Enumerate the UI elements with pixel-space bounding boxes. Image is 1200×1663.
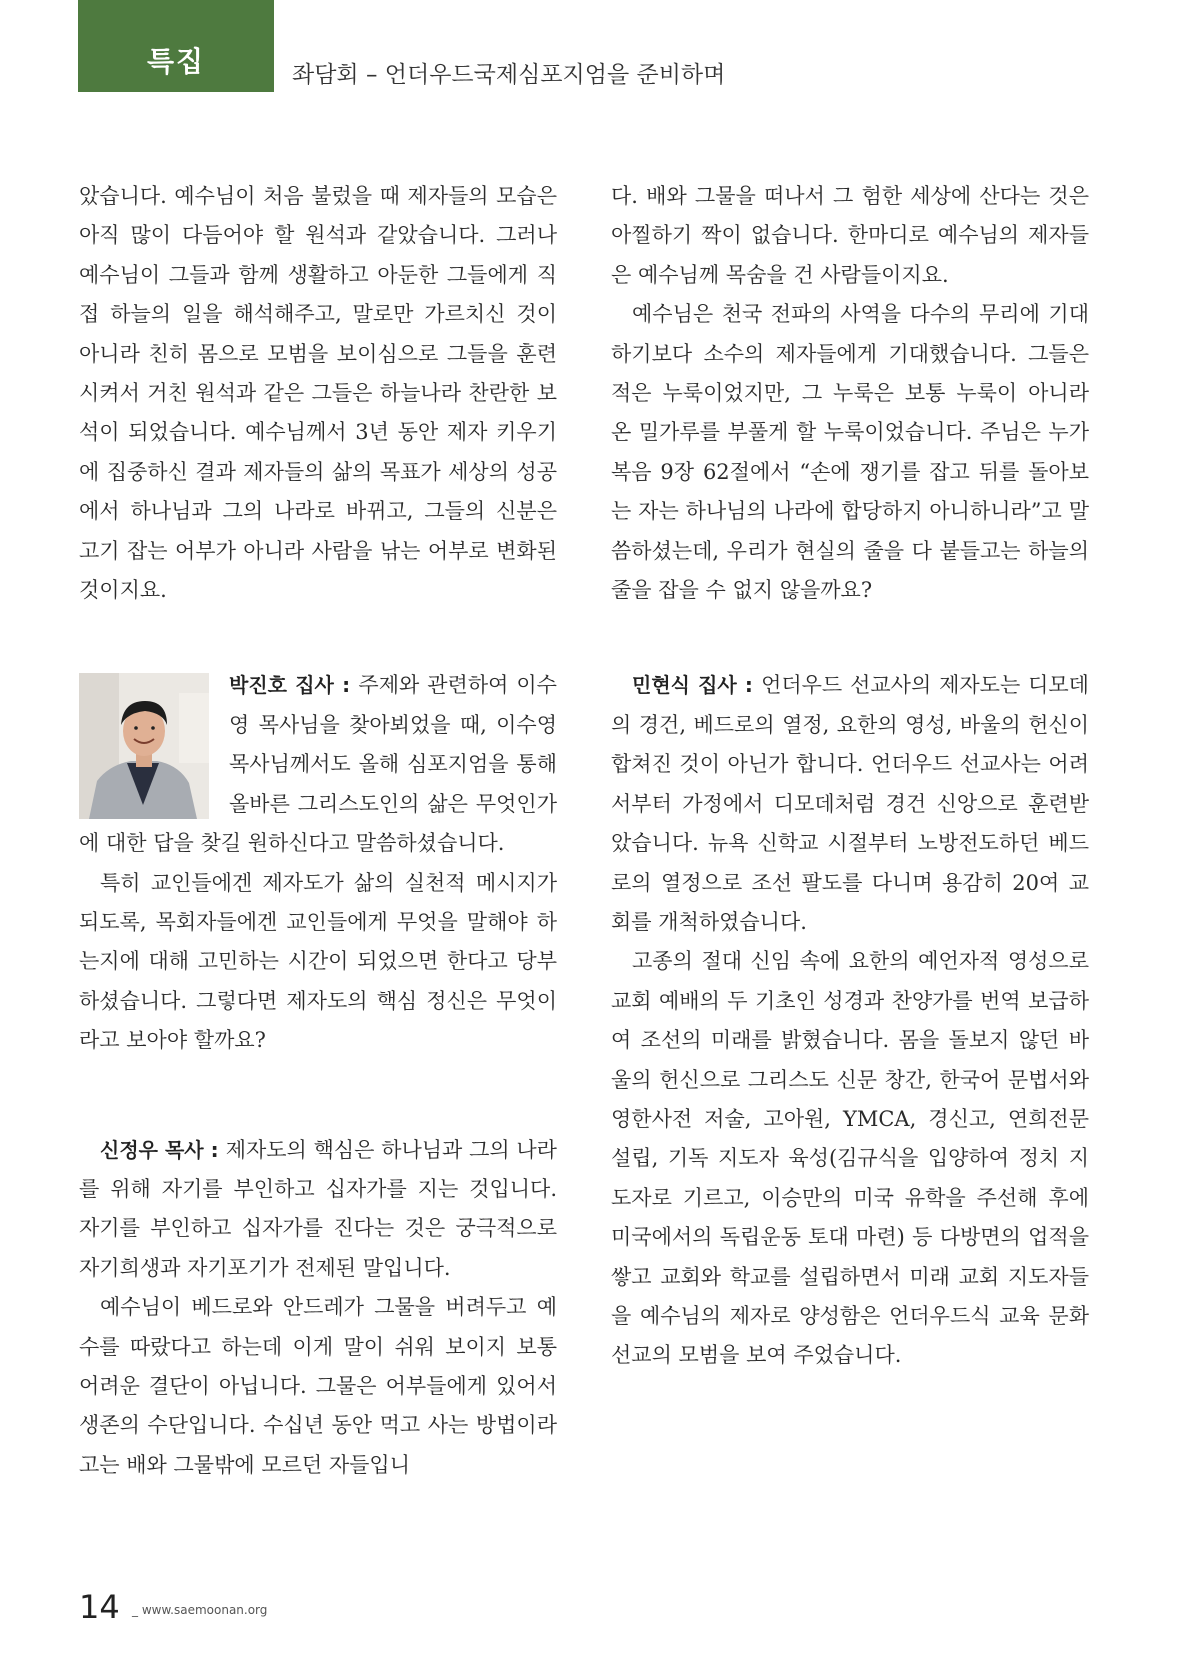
speaker-text: 주제와 관련하여 이수영 목사님을 찾아뵈었을 때, 이수영 목사님께서도 올해 심포지엄을 통해 올바른 그리스도인의 삶은 무엇인가에 대한 답을 찾길 원하신다고 말씀하셨습니다.: [79, 673, 557, 856]
speaker-separator: :: [203, 1137, 226, 1162]
speaker-name: 민현식 집사: [632, 673, 737, 698]
paragraph: 고종의 절대 신임 속에 요한의 예언자적 영성으로 교회 예배의 두 기초인 성경과 찬양가를 번역 보급하여 조선의 미래를 밝혔습니다. 몸을 돌보지 않던 바울의 헌신으로 그리스도 신문 창간, 한국어 문법서와 영한사전 저술, 고아원, YMCA, 경신고, 연희전문 설립, 기독 지도자 육성(김규식을 입양하여 정치 지도자로 기르고, 이승만의 미국 유학을 주선해 후에 미국에서의 독립운동 토대 마련) 등 다방면의 업적을 쌓고 교회와 학교를 설립하면서 미래 교회 지도자들을 예수님의 제자로 양성함은 언더우드식 교육 문화 선교의 모범을 보여 주었습니다.: [611, 949, 1089, 1368]
paragraph: 예수님이 베드로와 안드레가 그물을 버려두고 예수를 따랐다고 하는데 이게 말이 쉬워 보이지 보통 어려운 결단이 아닙니다. 그물은 어부들에게 있어서 생존의 수단입니다. 수십년 동안 먹고 사는 방법이라고는 배와 그물밖에 모르던 자들입니: [79, 1295, 557, 1477]
speaker-name: 신정우 목사: [100, 1137, 204, 1162]
speaker-name: 박진호 집사: [229, 673, 334, 698]
person-photo-icon: [79, 673, 209, 819]
left-column: [79, 177, 557, 1485]
paragraph: 았습니다. 예수님이 처음 불렀을 때 제자들의 모습은 아직 많이 다듬어야 할 원석과 같았습니다. 그러나 예수님이 그들과 함께 생활하고 아둔한 그들에게 직접 하늘의 일을 해석해주고, 말로만 가르치신 것이 아니라 친히 몸으로 모범을 보이심으로 그들을 훈련시켜서 거친 원석과 같은 그들은 하늘나라 찬란한 보석이 되었습니다. 예수님께서 3년 동안 제자 키우기에 집중하신 결과 제자들의 삶의 목표가 세상의 성공에서 하나님과 그의 나라로 바뀌고, 그들의 신분은 고기 잡는 어부가 아니라 사람을 낚는 어부로 변화된 것이지요.: [79, 184, 557, 603]
page-number: 14: [79, 1588, 120, 1626]
speaker-paragraph: [611, 666, 1089, 942]
section-tag: 특집: [78, 0, 274, 92]
right-column: [611, 177, 1089, 1376]
speaker-text: 언더우드 선교사의 제자도는 디모데의 경건, 베드로의 열정, 요한의 영성, 바울의 헌신이 합쳐진 것이 아닌가 합니다. 언더우드 선교사는 어려서부터 가정에서 디모데처럼 경건 신앙으로 훈련받았습니다. 뉴욕 신학교 시절부터 노방전도하던 베드로의 열정으로 조선 팔도를 다니며 용감히 20여 교회를 개척하였습니다.: [611, 673, 1089, 934]
speaker-separator: :: [736, 673, 762, 698]
speaker-paragraph: [79, 1131, 557, 1289]
article-header-title: 좌담회 – 언더우드국제심포지엄을 준비하며: [292, 62, 726, 88]
speaker-separator: :: [333, 673, 359, 698]
paragraph: 다. 배와 그물을 떠나서 그 험한 세상에 산다는 것은 아찔하기 짝이 없습니다. 한마디로 예수님의 제자들은 예수님께 목숨을 건 사람들이지요.: [611, 184, 1089, 287]
paragraph: 특히 교인들에겐 제자도가 삶의 실천적 메시지가 되도록, 목회자들에겐 교인들에게 무엇을 말해야 하는지에 대해 고민하는 시간이 되었으면 한다고 당부하셨습니다. 그렇다면 제자도의 핵심 정신은 무엇이라고 보아야 할까요?: [79, 870, 557, 1053]
speaker-photo: [79, 673, 209, 819]
footer-url: _ www.saemoonan.org: [132, 1603, 268, 1617]
paragraph: 예수님은 천국 전파의 사역을 다수의 무리에 기대하기보다 소수의 제자들에게 기대했습니다. 그들은 적은 누룩이었지만, 그 누룩은 보통 누룩이 아니라 온 밀가루를 부풀게 할 누룩이었습니다. 주님은 누가복음 9장 62절에서 “손에 쟁기를 잡고 뒤를 돌아보는 자는 하나님의 나라에 합당하지 아니하니라”고 말씀하셨는데, 우리가 현실의 줄을 다 붙들고는 하늘의 줄을 잡을 수 없지 않을까요?: [611, 302, 1089, 603]
speaker-text: 제자도의 핵심은 하나님과 그의 나라를 위해 자기를 부인하고 십자가를 지는 것입니다. 자기를 부인하고 십자가를 진다는 것은 궁극적으로 자기희생과 자기포기가 전제된 말입니다.: [79, 1137, 557, 1280]
